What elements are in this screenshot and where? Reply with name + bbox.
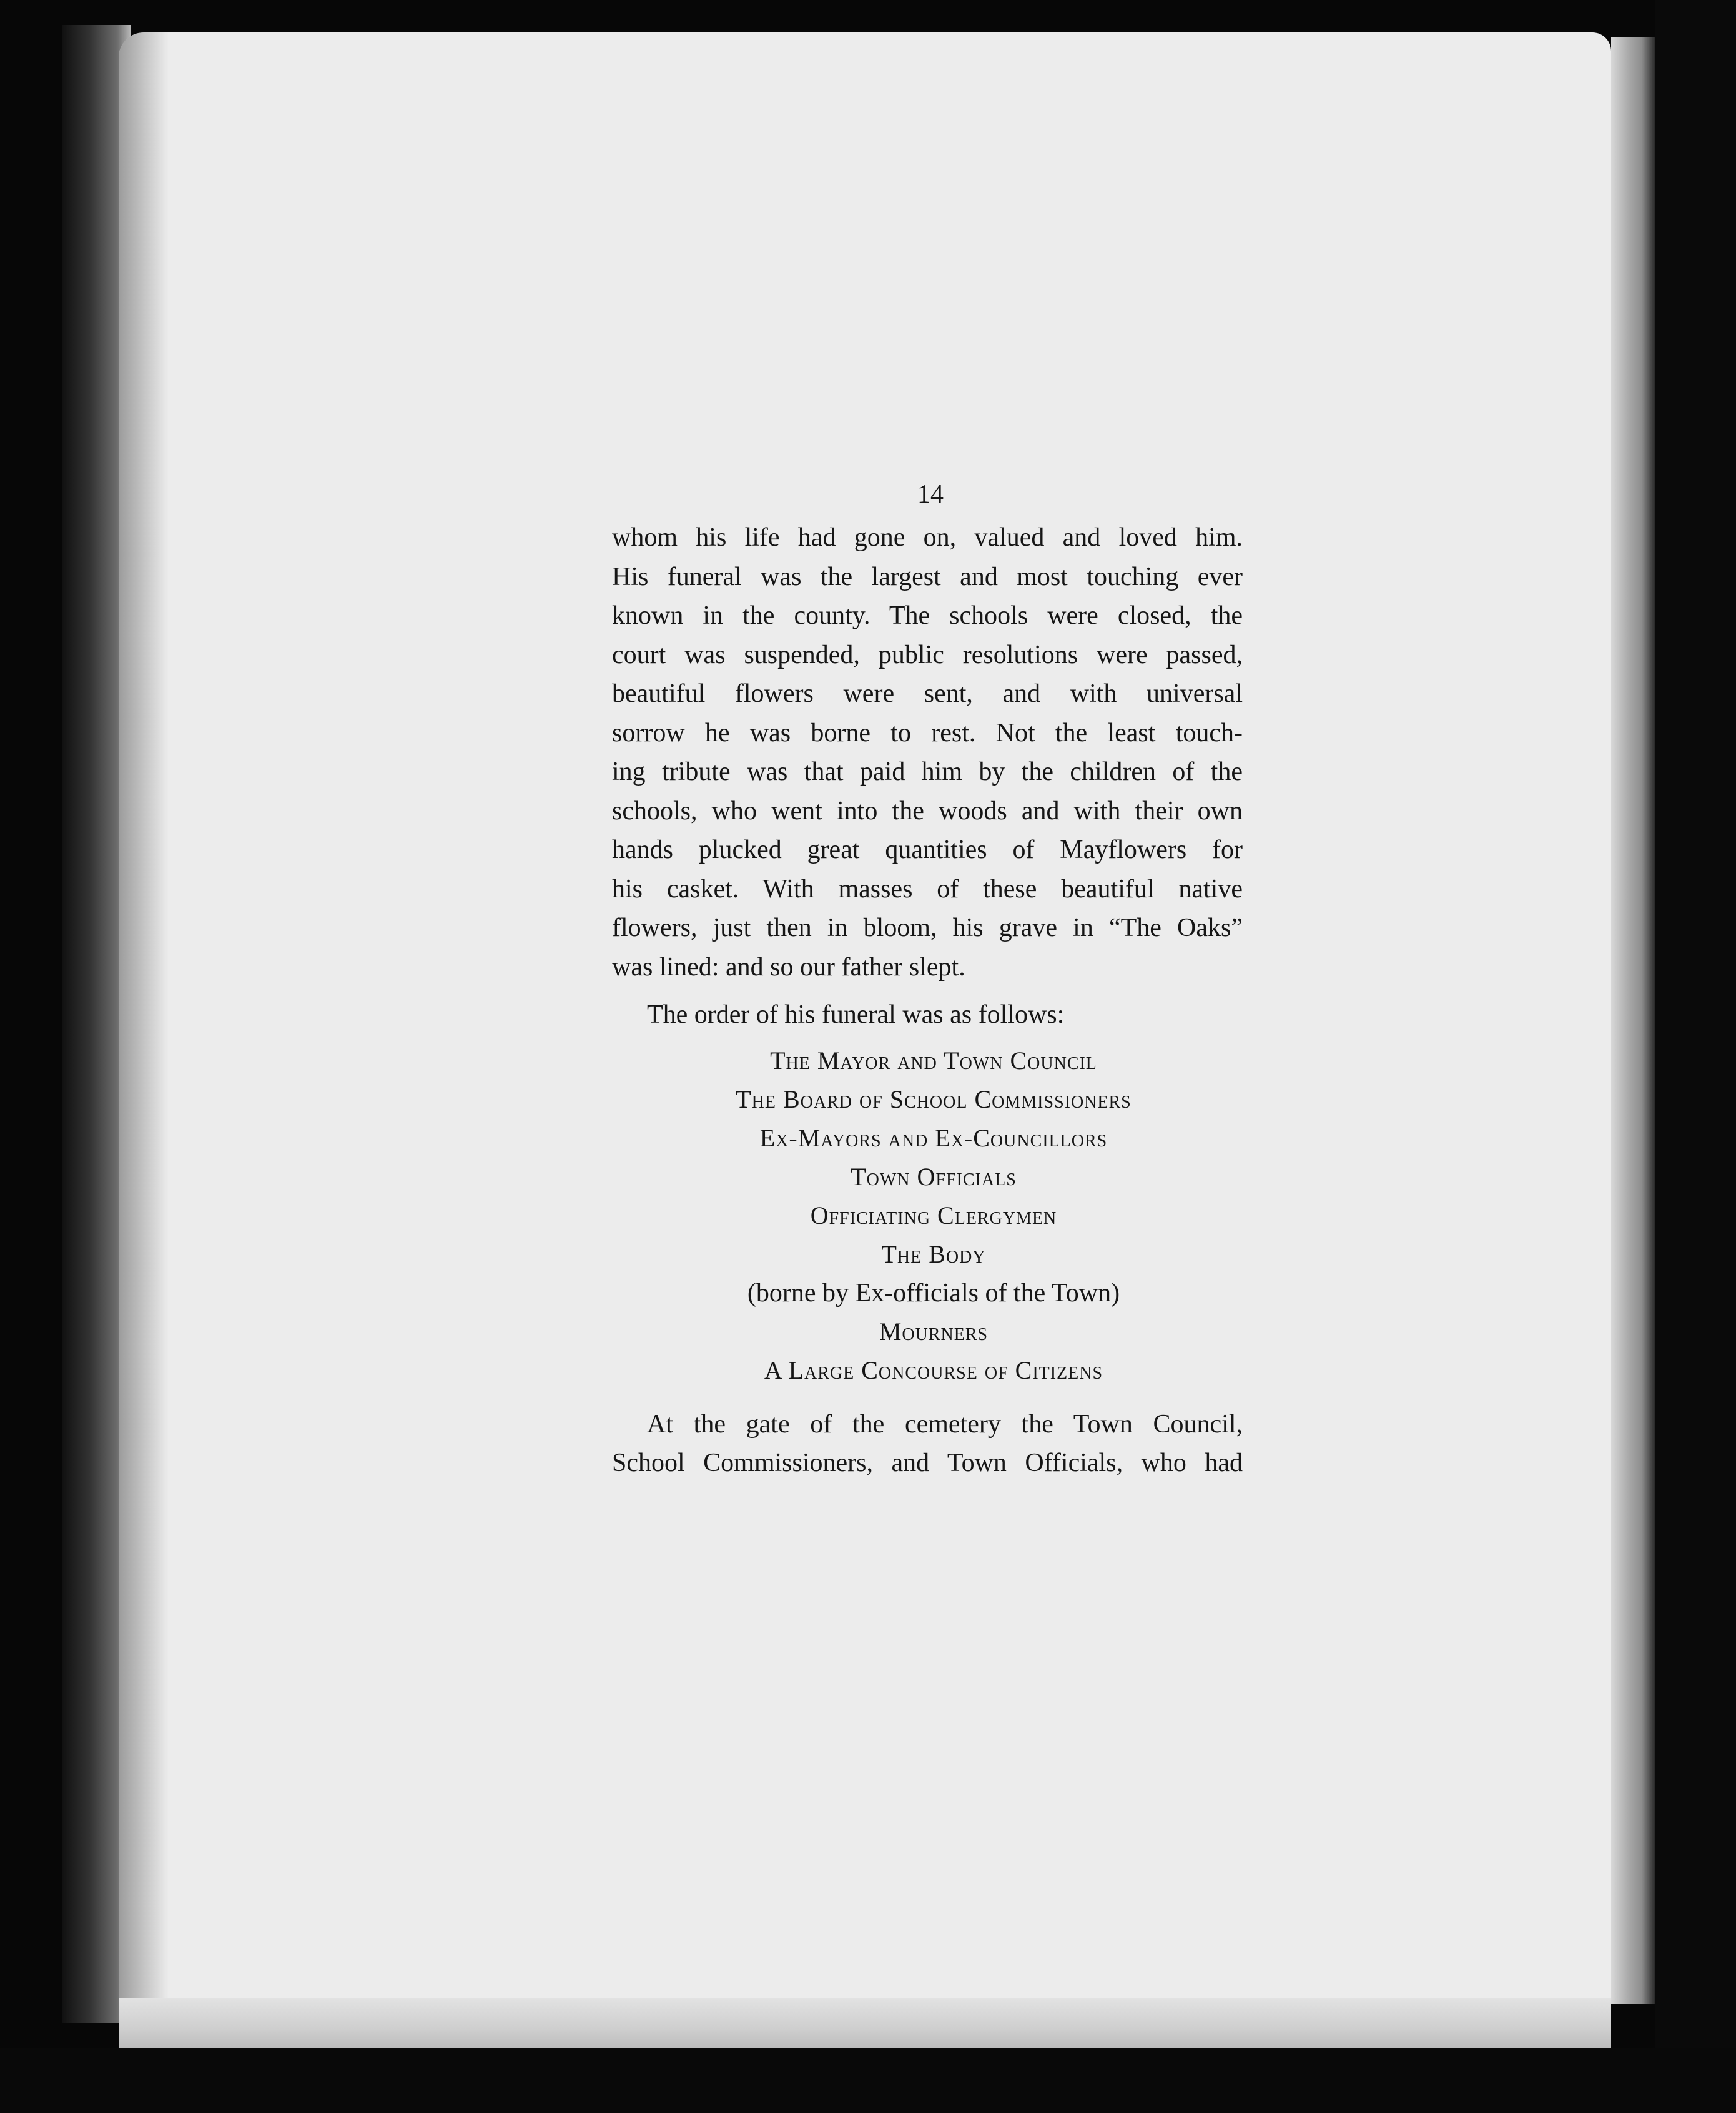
page-bottom-edge <box>119 1998 1611 2048</box>
funeral-order-list <box>612 1042 1243 1390</box>
order-item: The Board of School Commissioners <box>736 1085 1132 1113</box>
page-text-block <box>612 475 1243 1482</box>
scan-background-bottom <box>0 2048 1736 2113</box>
paragraph-line: sorrow he was borne to rest. Not the least touch- <box>612 718 1243 747</box>
paragraph-line: beautiful flowers were sent, and with universal <box>612 679 1243 708</box>
paragraph-line: His funeral was the largest and most touching ever <box>612 562 1243 591</box>
order-item: The Body <box>881 1240 986 1268</box>
paragraph-line: his casket. With masses of these beautiful native <box>612 874 1243 904</box>
paragraph-line: ing tribute was that paid him by the children of the <box>612 757 1243 786</box>
order-item: The Mayor and Town Council <box>770 1047 1097 1075</box>
order-intro: The order of his funeral was as follows: <box>647 1000 1065 1029</box>
order-item: Ex-Mayors and Ex-Councillors <box>759 1124 1108 1152</box>
order-item: Mourners <box>879 1318 989 1346</box>
paragraph-line: flowers, just then in bloom, his grave in “The Oaks” <box>612 914 1243 942</box>
paragraph-line: whom his life had gone on, valued and loved him. <box>612 523 1243 552</box>
page-gutter-shadow <box>119 32 169 2031</box>
order-item: A Large Concourse of Citizens <box>764 1356 1103 1384</box>
page-number: 14 <box>917 480 944 509</box>
closing-paragraph <box>612 1405 1243 1482</box>
body-paragraph <box>612 518 1243 987</box>
order-item: Officiating Clergymen <box>810 1201 1057 1229</box>
paragraph-line: School Commissioners, and Town Officials, who had <box>612 1449 1243 1477</box>
paragraph-line: hands plucked great quantities of Mayflowers for <box>612 835 1243 864</box>
paragraph-line: was lined: and so our father slept. <box>612 952 965 982</box>
paragraph-line: At the gate of the cemetery the Town Council, <box>647 1410 1243 1439</box>
paragraph-line: court was suspended, public resolutions were passed, <box>612 640 1243 669</box>
order-item: Town Officials <box>851 1163 1017 1191</box>
paragraph-line: known in the county. The schools were closed, the <box>612 601 1243 630</box>
scan-background-right <box>1655 0 1736 2113</box>
next-page-edge <box>1611 37 1655 2004</box>
order-item-note: (borne by Ex-officials of the Town) <box>747 1279 1120 1308</box>
paragraph-line: schools, who went into the woods and with their own <box>612 796 1243 825</box>
